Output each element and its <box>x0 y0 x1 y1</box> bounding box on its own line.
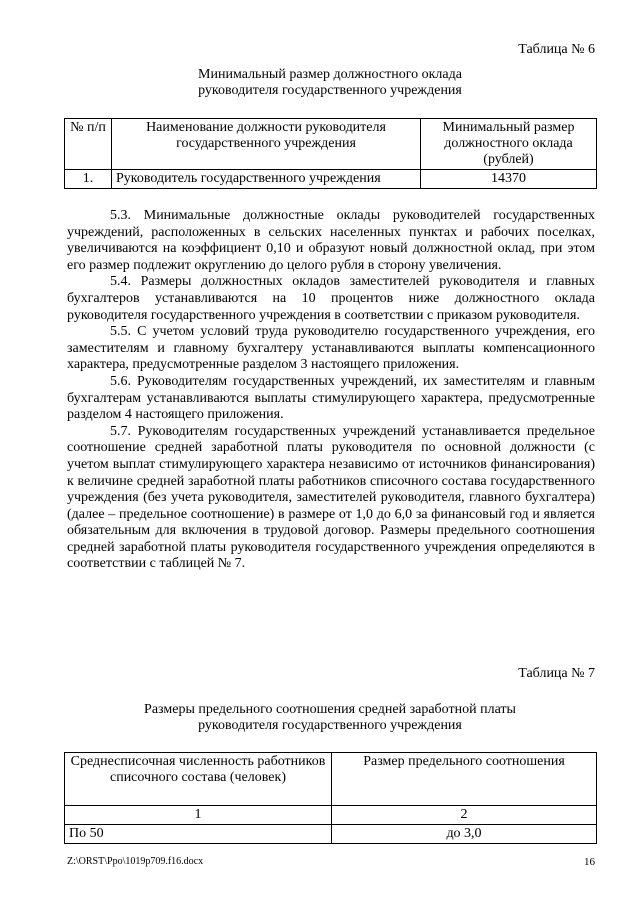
table7 <box>64 752 597 844</box>
table-row <box>65 170 597 189</box>
footer-file-path: Z:\ORST\Ppo\1019p709.f16.docx <box>67 856 204 867</box>
table7-cell-ratio: до 3,0 <box>332 825 597 844</box>
table6-cell-salary: 14370 <box>421 170 597 189</box>
table7-caption <box>60 702 600 734</box>
table7-num-2: 2 <box>332 806 597 825</box>
table-row <box>65 825 597 844</box>
table6-header-name: Наименование должности руководителя государственного учреждения <box>112 119 421 170</box>
paragraph-5-4: 5.4. Размеры должностных окладов заместителей руководителя и главных бухгалтеров устанавливаются на 10 процентов ниже должностного оклада руководителя государственного учреждения в соответствии с приказом руководителя. <box>67 274 595 323</box>
table6-header-num: № п/п <box>65 119 112 170</box>
table7-header-ratio: Размер предельного соотношения <box>332 753 597 806</box>
body-text <box>67 208 595 573</box>
table7-label: Таблица № 7 <box>518 666 595 681</box>
paragraph-5-3: 5.3. Минимальные должностные оклады руководителей государственных учреждений, расположенных в сельских населенных пунктах и рабочих поселках, увеличиваются на коэффициент 0,10 и образуют новый должностной оклад, при этом его размер подлежит округлению до целого рубля в сторону увеличения. <box>67 208 595 273</box>
paragraph-5-5: 5.5. С учетом условий труда руководителю государственного учреждения, его заместителям и главному бухгалтеру устанавливаются выплаты компенсационного характера, предусмотренные разделом 3 настоящего приложения. <box>67 324 595 373</box>
table7-caption-line1: Размеры предельного соотношения средней заработной платы <box>144 702 516 717</box>
table7-num-1: 1 <box>65 806 332 825</box>
table6-header-salary: Минимальный размер должностного оклада (рублей) <box>421 119 597 170</box>
table6-caption-line2: руководителя государственного учреждения <box>198 83 462 98</box>
paragraph-5-7: 5.7. Руководителям государственных учреждений устанавливается предельное соотношение средней заработной платы руководителя по основной должности (с учетом выплат стимулирующего характера независимо от источников финансирования) к величине средней заработной платы работников списочного состава государственного учреждения (без учета руководителя, заместителей руководителя, главного бухгалтера) (далее – предельное соотношение) в размере от 1,0 до 6,0 за финансовый год и является обязательным для включения в трудовой договор. Размеры предельного соотношения средней заработной платы руководителя государственного учреждения определяются в соответствии с таблицей № 7. <box>67 423 595 572</box>
table7-numbering-row <box>65 806 597 825</box>
paragraph-5-6: 5.6. Руководителям государственных учреждений, их заместителям и главным бухгалтерам устанавливаются выплаты стимулирующего характера, предусмотренные разделом 4 настоящего приложения. <box>67 373 595 423</box>
table6-cell-num: 1. <box>65 170 112 189</box>
table7-caption-line2: руководителя государственного учреждения <box>198 718 462 733</box>
table7-header-count: Среднесписочная численность работников списочного состава (человек) <box>65 753 332 806</box>
page-number: 16 <box>584 856 595 868</box>
table6 <box>64 118 597 189</box>
table6-header-row <box>65 119 597 170</box>
table6-caption <box>60 67 600 99</box>
table6-label: Таблица № 6 <box>518 42 595 57</box>
table6-cell-name: Руководитель государственного учреждения <box>112 170 421 189</box>
table6-caption-line1: Минимальный размер должностного оклада <box>198 67 462 82</box>
table7-cell-count: По 50 <box>65 825 332 844</box>
table7-header-row <box>65 753 597 806</box>
